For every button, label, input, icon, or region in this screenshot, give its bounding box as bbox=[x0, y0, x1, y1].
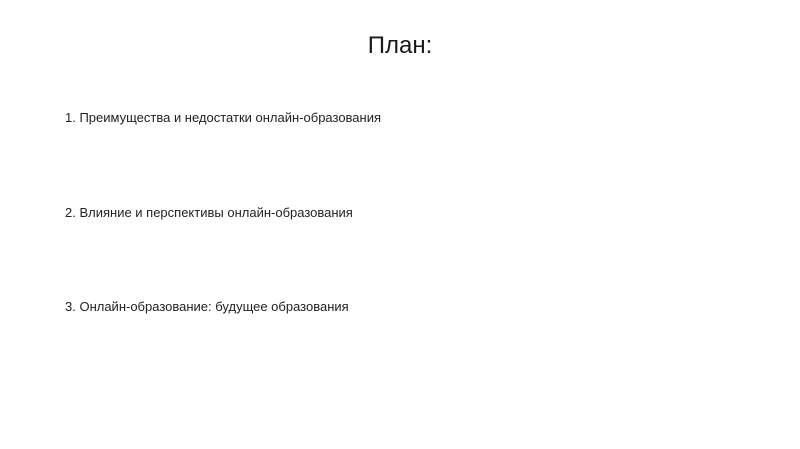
plan-item-2: 2. Влияние и перспективы онлайн-образования bbox=[65, 205, 353, 220]
plan-item-3: 3. Онлайн-образование: будущее образования bbox=[65, 299, 349, 314]
slide-title: План: bbox=[367, 32, 433, 59]
plan-item-1: 1. Преимущества и недостатки онлайн-образования bbox=[65, 110, 382, 125]
